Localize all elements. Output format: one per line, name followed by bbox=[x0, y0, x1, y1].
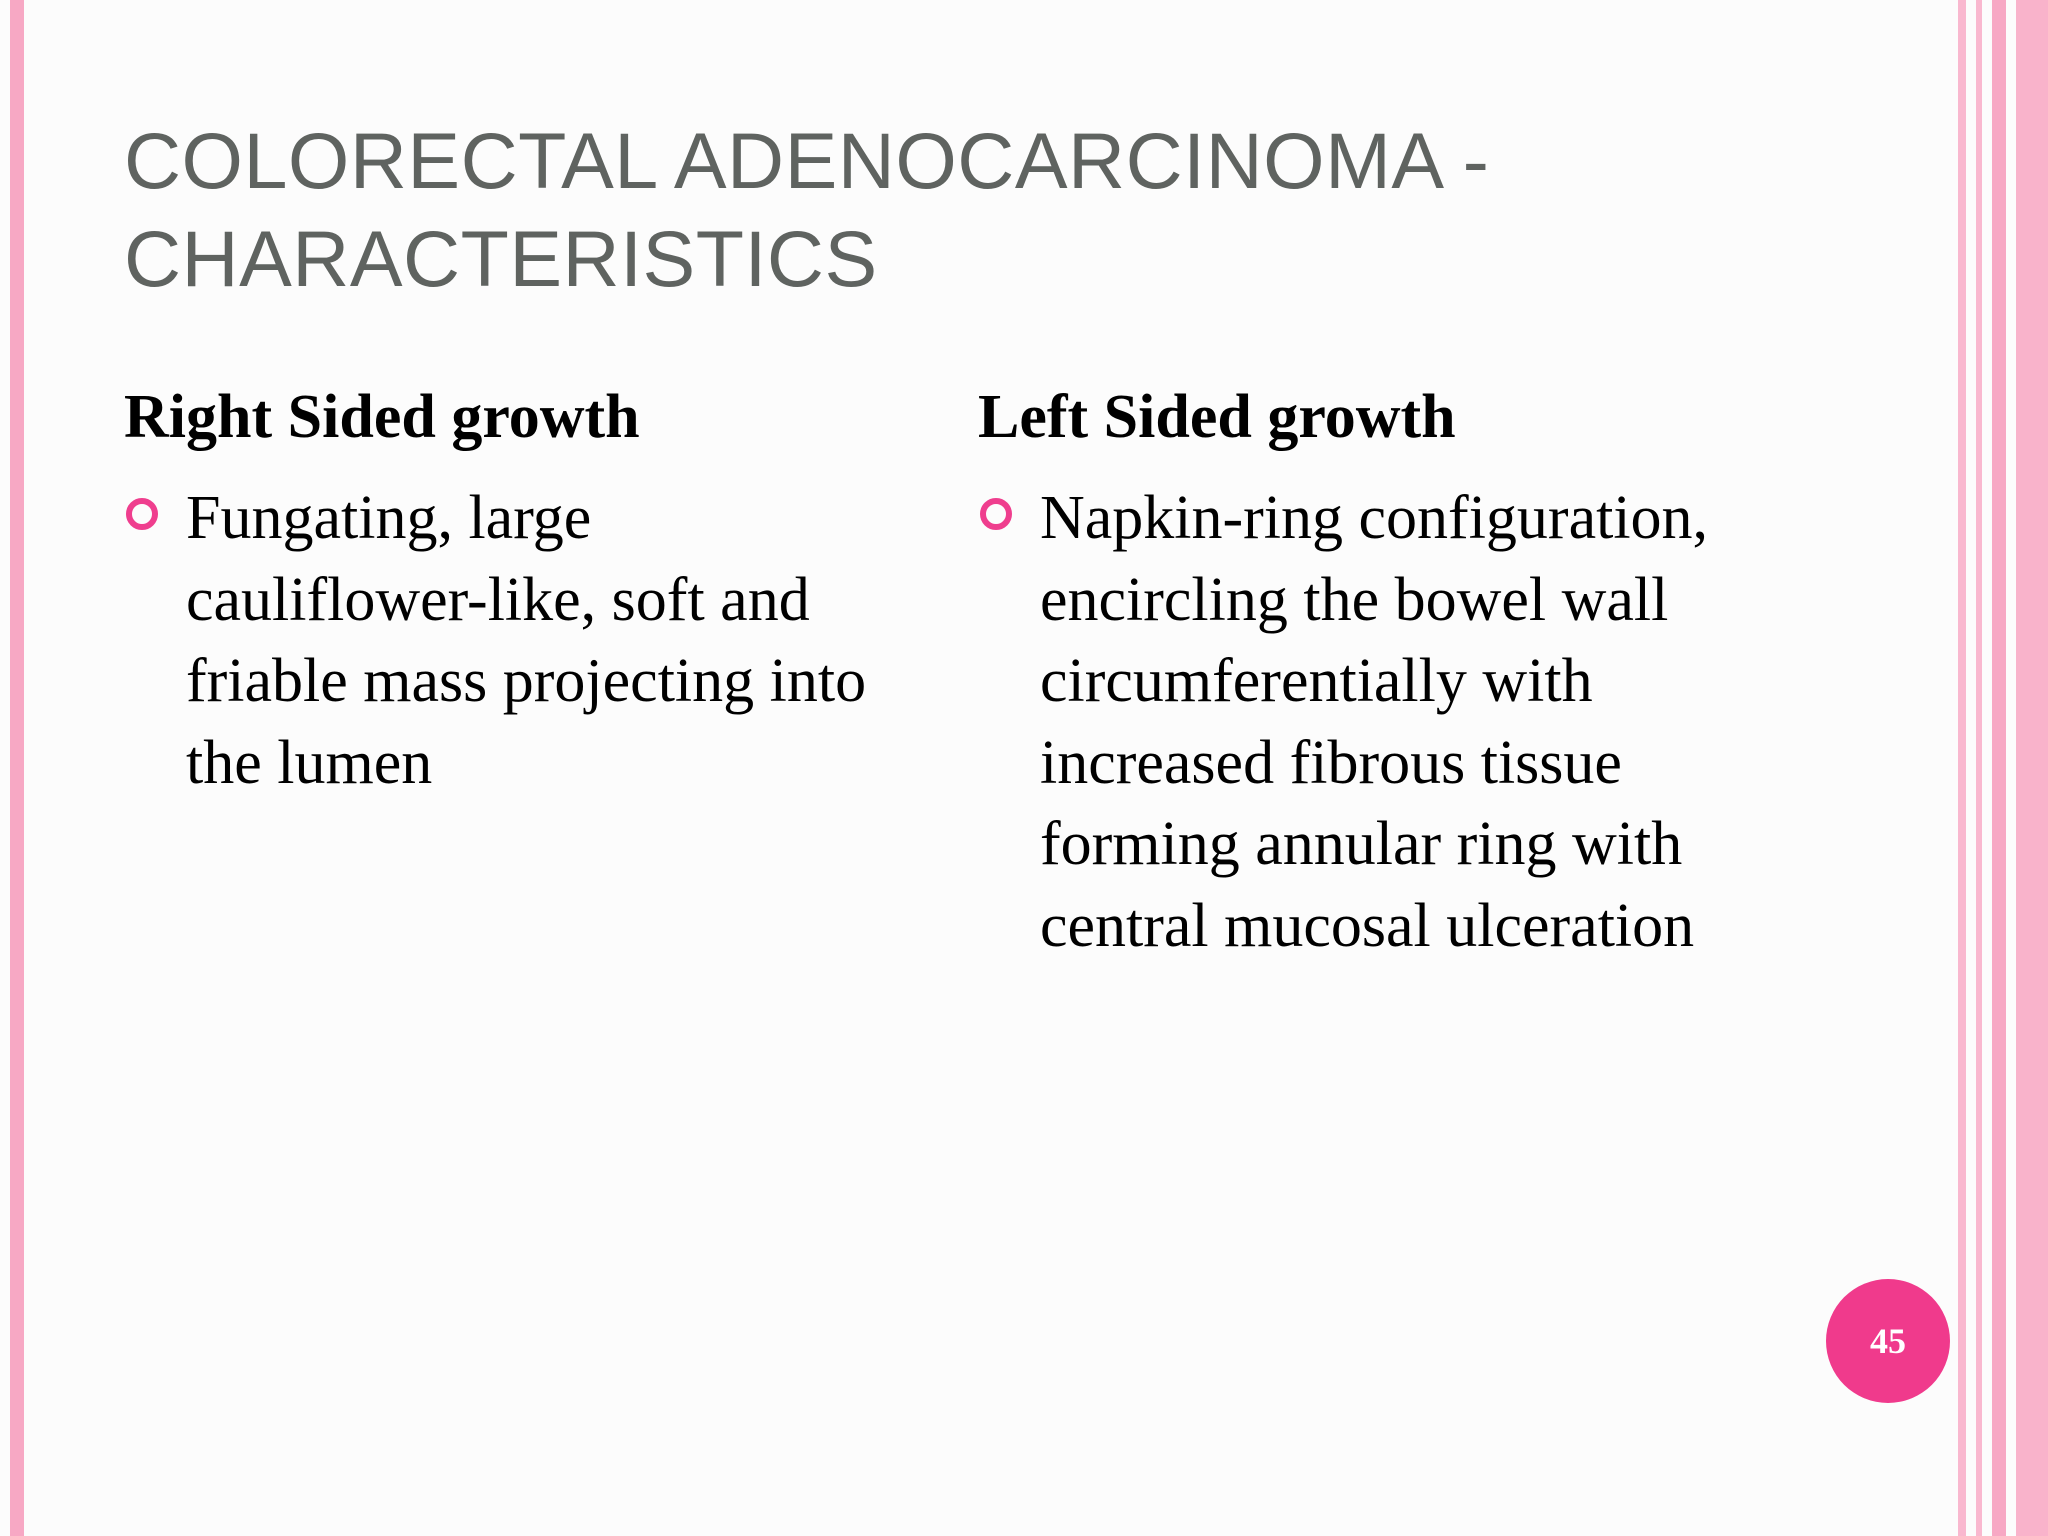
bullet-text: Fungating, large cauliflower-like, soft and friable mass projecting into the lumen bbox=[186, 484, 867, 797]
left-sided-column bbox=[978, 378, 1778, 967]
right-stripe-decoration bbox=[1976, 0, 1982, 1536]
bullet-item bbox=[124, 478, 884, 804]
right-sided-column bbox=[124, 378, 884, 804]
column-heading: Right Sided growth bbox=[124, 383, 640, 451]
bullet-item bbox=[978, 478, 1778, 967]
slide-title: COLORECTAL ADENOCARCINOMA - CHARACTERISTICS bbox=[124, 116, 1490, 303]
right-stripe-decoration bbox=[1992, 0, 2006, 1536]
right-stripe-decoration bbox=[1958, 0, 1966, 1536]
left-border-decoration bbox=[10, 0, 24, 1536]
column-heading: Left Sided growth bbox=[978, 383, 1456, 451]
hollow-circle-bullet-icon bbox=[126, 498, 158, 530]
right-stripe-decoration bbox=[2016, 0, 2048, 1536]
bullet-text: Napkin-ring configuration, encircling the bowel wall circumferentially with increased fibrous tissue forming annular ring with central mucosal ulceration bbox=[1040, 484, 1709, 960]
hollow-circle-bullet-icon bbox=[980, 498, 1012, 530]
page-number-badge: 45 bbox=[1826, 1279, 1950, 1403]
